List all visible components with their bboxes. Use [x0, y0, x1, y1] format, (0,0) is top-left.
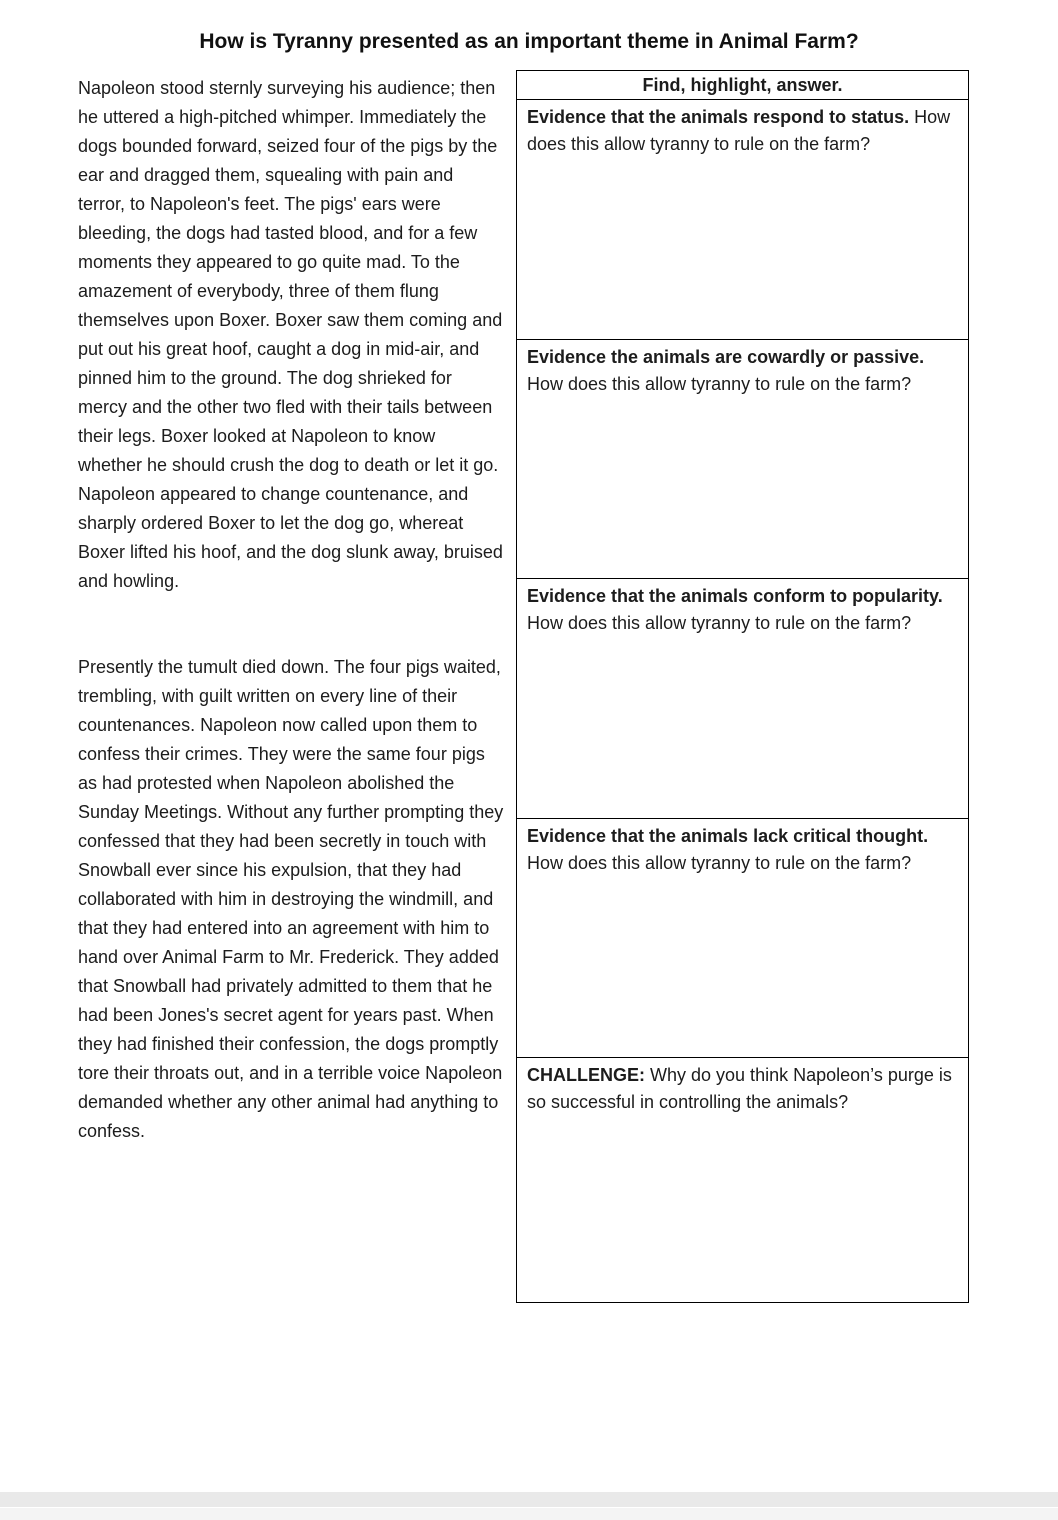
table-row-cowardly: [517, 340, 968, 579]
row-question: Why do you think Napoleon’s purge is so successful in controlling the animals?: [527, 1065, 952, 1112]
passage-paragraph-2: Presently the tumult died down. The four pigs waited, trembling, with guilt written on every line of their countenances. Napoleon now called upon them to confess their crimes. They were the same four pigs as had protested when Napoleon abolished the Sunday Meetings. Without any further prompting they confessed that they had been secretly in touch with Snowball ever since his expulsion, that they had collaborated with him in destroying the windmill, and that they had entered into an agreement with him to hand over Animal Farm to Mr. Frederick. They added that Snowball had privately admitted to them that he had been Jones's secret agent for years past. When they had finished their confession, the dogs promptly tore their throats out, and in a terrible voice Napoleon demanded whether any other animal had anything to confess.: [78, 657, 504, 1141]
page-gap: [0, 1492, 1058, 1507]
row-question: How does this allow tyranny to rule on the farm?: [527, 613, 912, 633]
table-row-popularity: [517, 579, 968, 819]
question-table: [516, 70, 969, 1303]
row-lead: Evidence that the animals lack critical thought.: [527, 826, 929, 846]
page-title: How is Tyranny presented as an important theme in Animal Farm?: [199, 30, 859, 53]
row-lead: Evidence that the animals respond to status.: [527, 107, 910, 127]
table-row-status: [517, 100, 968, 340]
row-lead: Evidence the animals are cowardly or passive.: [527, 347, 925, 367]
row-question: How does this allow tyranny to rule on the farm?: [527, 374, 912, 394]
row-question: How does this allow tyranny to rule on the farm?: [527, 853, 912, 873]
passage-paragraph-1: Napoleon stood sternly surveying his audience; then he uttered a high-pitched whimper. Immediately the dogs bounded forward, seized four of the pigs by the ear and dragged them, squealing with pain and terror, to Napoleon's feet. The pigs' ears were bleeding, the dogs had tasted blood, and for a few moments they appeared to go quite mad. To the amazement of everybody, three of them flung themselves upon Boxer. Boxer saw them coming and put out his great hoof, caught a dog in mid-air, and pinned him to the ground. The dog shrieked for mercy and the other two fled with their tails between their legs. Boxer looked at Napoleon to know whether he should crush the dog to death or let it go. Napoleon appeared to change countenance, and sharply ordered Boxer to let the dog go, whereat Boxer lifted his hoof, and the dog slunk away, bruised and howling.: [78, 78, 503, 591]
table-row-challenge: [517, 1058, 968, 1302]
table-header: Find, highlight, answer.: [517, 71, 968, 100]
next-page-edge: [0, 1507, 1058, 1520]
row-lead: CHALLENGE:: [527, 1065, 645, 1085]
row-lead: Evidence that the animals conform to popularity.: [527, 586, 943, 606]
passage: [78, 74, 504, 1146]
row-question: How does this allow tyranny to rule on the farm?: [527, 107, 951, 154]
table-row-critical-thought: [517, 819, 968, 1058]
